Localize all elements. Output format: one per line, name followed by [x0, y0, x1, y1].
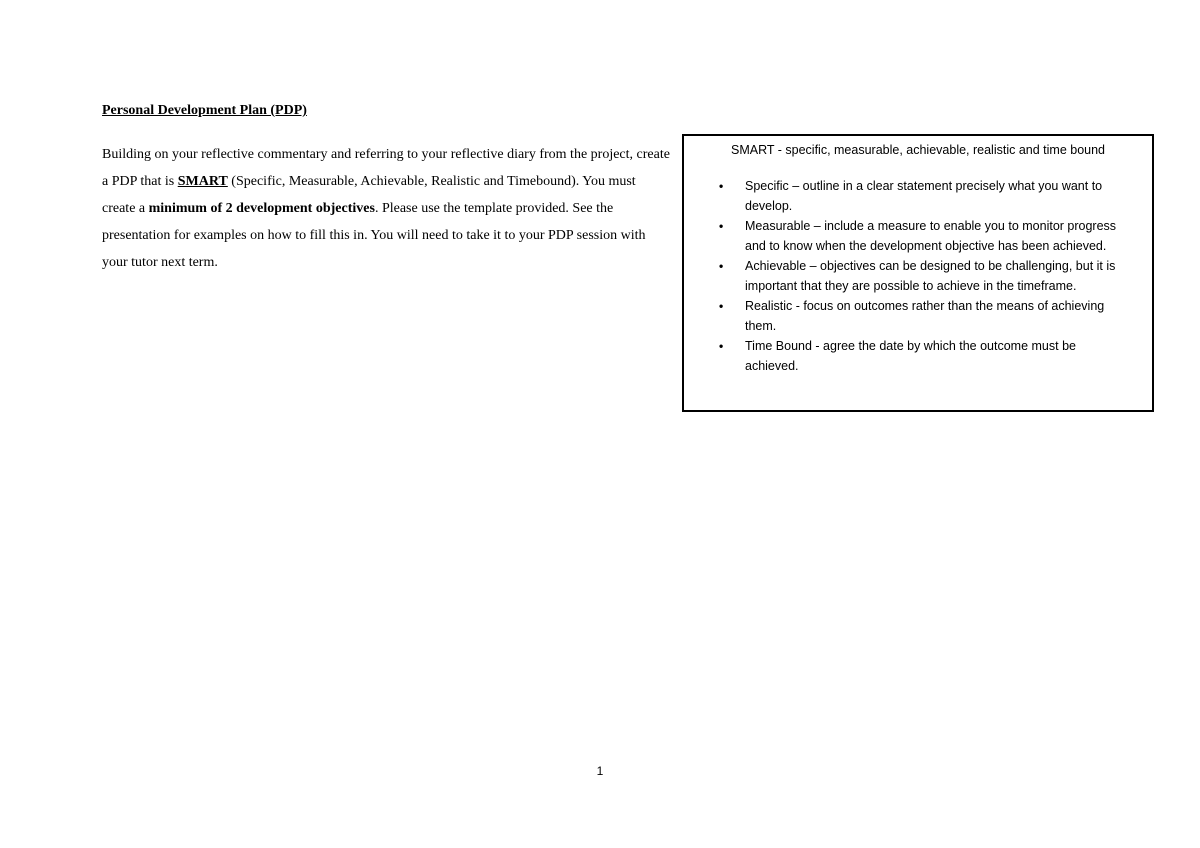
page-title: Personal Development Plan (PDP): [102, 103, 307, 118]
bullet-icon: •: [719, 219, 724, 233]
list-item-text: Achievable – objectives can be designed to be challenging, but it is important that they are possible to achieve in the timeframe.: [745, 259, 1116, 293]
page-number: 1: [596, 764, 604, 778]
list-item: [714, 216, 1128, 256]
list-item: [714, 296, 1128, 336]
smart-criteria-list: [714, 176, 1128, 376]
bullet-icon: •: [719, 179, 724, 193]
list-item-text: Realistic - focus on outcomes rather than the means of achieving them.: [745, 299, 1105, 333]
list-item-text: Time Bound - agree the date by which the outcome must be achieved.: [745, 339, 1076, 373]
list-item-text: Measurable – include a measure to enable you to monitor progress and to know when the development objective has been achieved.: [745, 219, 1117, 253]
intro-text-part2: (Specific, Measurable, Achievable, Realistic and Timebound). You must create a: [102, 174, 636, 216]
list-item: [714, 176, 1128, 216]
intro-minimum-objectives: minimum of 2 development objectives: [148, 201, 375, 216]
list-item-text: Specific – outline in a clear statement precisely what you want to develop.: [745, 179, 1103, 213]
bullet-icon: •: [719, 259, 724, 273]
smart-info-box: [682, 134, 1154, 412]
intro-text-part3: . Please use the template provided. See the presentation for examples on how to fill this in. You will need to take it to your PDP session with your tutor next term.: [102, 201, 646, 270]
bullet-icon: •: [719, 339, 724, 353]
bullet-icon: •: [719, 299, 724, 313]
intro-text-part1: Building on your reflective commentary and referring to your reflective diary from the project, create a PDP that is: [102, 147, 670, 189]
list-item: [714, 256, 1128, 296]
list-item: [714, 336, 1128, 376]
intro-paragraph: [102, 141, 672, 276]
intro-smart-term: SMART: [177, 174, 228, 189]
smart-box-title: SMART - specific, measurable, achievable, realistic and time bound: [730, 143, 1106, 157]
